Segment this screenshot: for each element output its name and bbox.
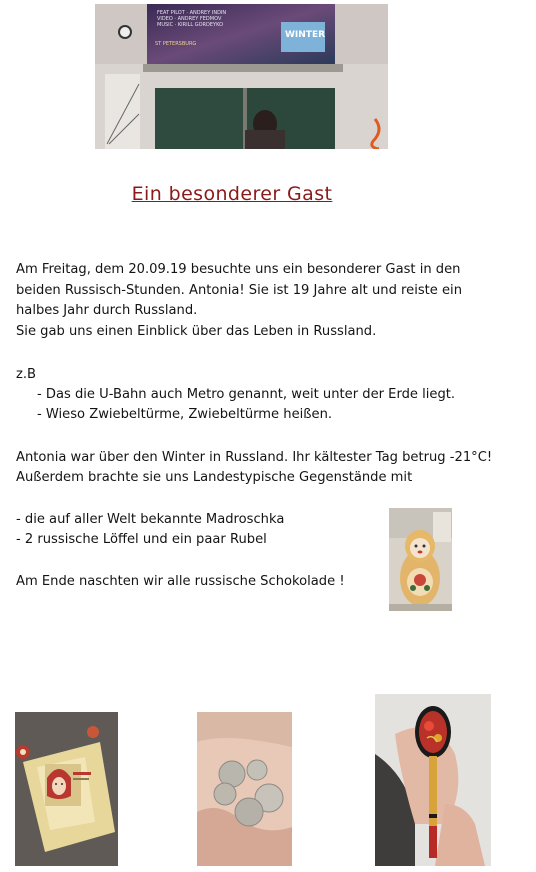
closing-line: Am Ende naschten wir alle russische Schokolade !: [16, 574, 345, 589]
paragraph-line: halbes Jahr durch Russland.: [16, 303, 198, 318]
classroom-photo: [95, 4, 388, 149]
paragraph-line: Antonia war über den Winter in Russland. Ihr kältester Tag betrug -21°C!: [16, 450, 493, 465]
matryoshka-photo: [389, 508, 452, 611]
examples-label: z.B: [16, 367, 37, 382]
paragraph-line: beiden Russisch-Stunden. Antonia! Sie ist 19 Jahre alt und reiste ein: [16, 283, 462, 298]
paragraph-line: Sie gab uns einen Einblick über das Leben in Russland.: [16, 324, 377, 339]
example-item: - Das die U-Bahn auch Metro genannt, weit unter der Erde liegt.: [37, 387, 456, 402]
coins-photo: [197, 712, 292, 866]
paragraph-line: Außerdem brachte sie uns Landestypische Gegenstände mit: [16, 470, 413, 485]
gift-item: - 2 russische Löffel und ein paar Rubel: [16, 532, 267, 547]
screen-banner: WINTER: [285, 30, 326, 40]
spoon-photo: [375, 694, 491, 866]
paragraph-line: Am Freitag, dem 20.09.19 besuchte uns ein besonderer Gast in den: [16, 262, 461, 277]
example-item: - Wieso Zwiebeltürme, Zwiebeltürme heißen.: [37, 407, 333, 422]
page-title: Ein besonderer Gast: [131, 183, 333, 205]
screen-credit-line: FEAT PILOT · ANDREY INDIN: [157, 10, 227, 16]
screen-city: ST PETERSBURG: [155, 41, 197, 47]
gift-item: - die auf aller Welt bekannte Madroschka: [16, 512, 285, 527]
chocolate-photo: [15, 712, 118, 866]
screen-credits: [157, 10, 226, 28]
screen-credit-line: VIDEO · ANDREY FEDMOV: [157, 16, 222, 22]
screen-credit-line: MUSIC · KIRILL GORDEYKO: [157, 22, 224, 28]
